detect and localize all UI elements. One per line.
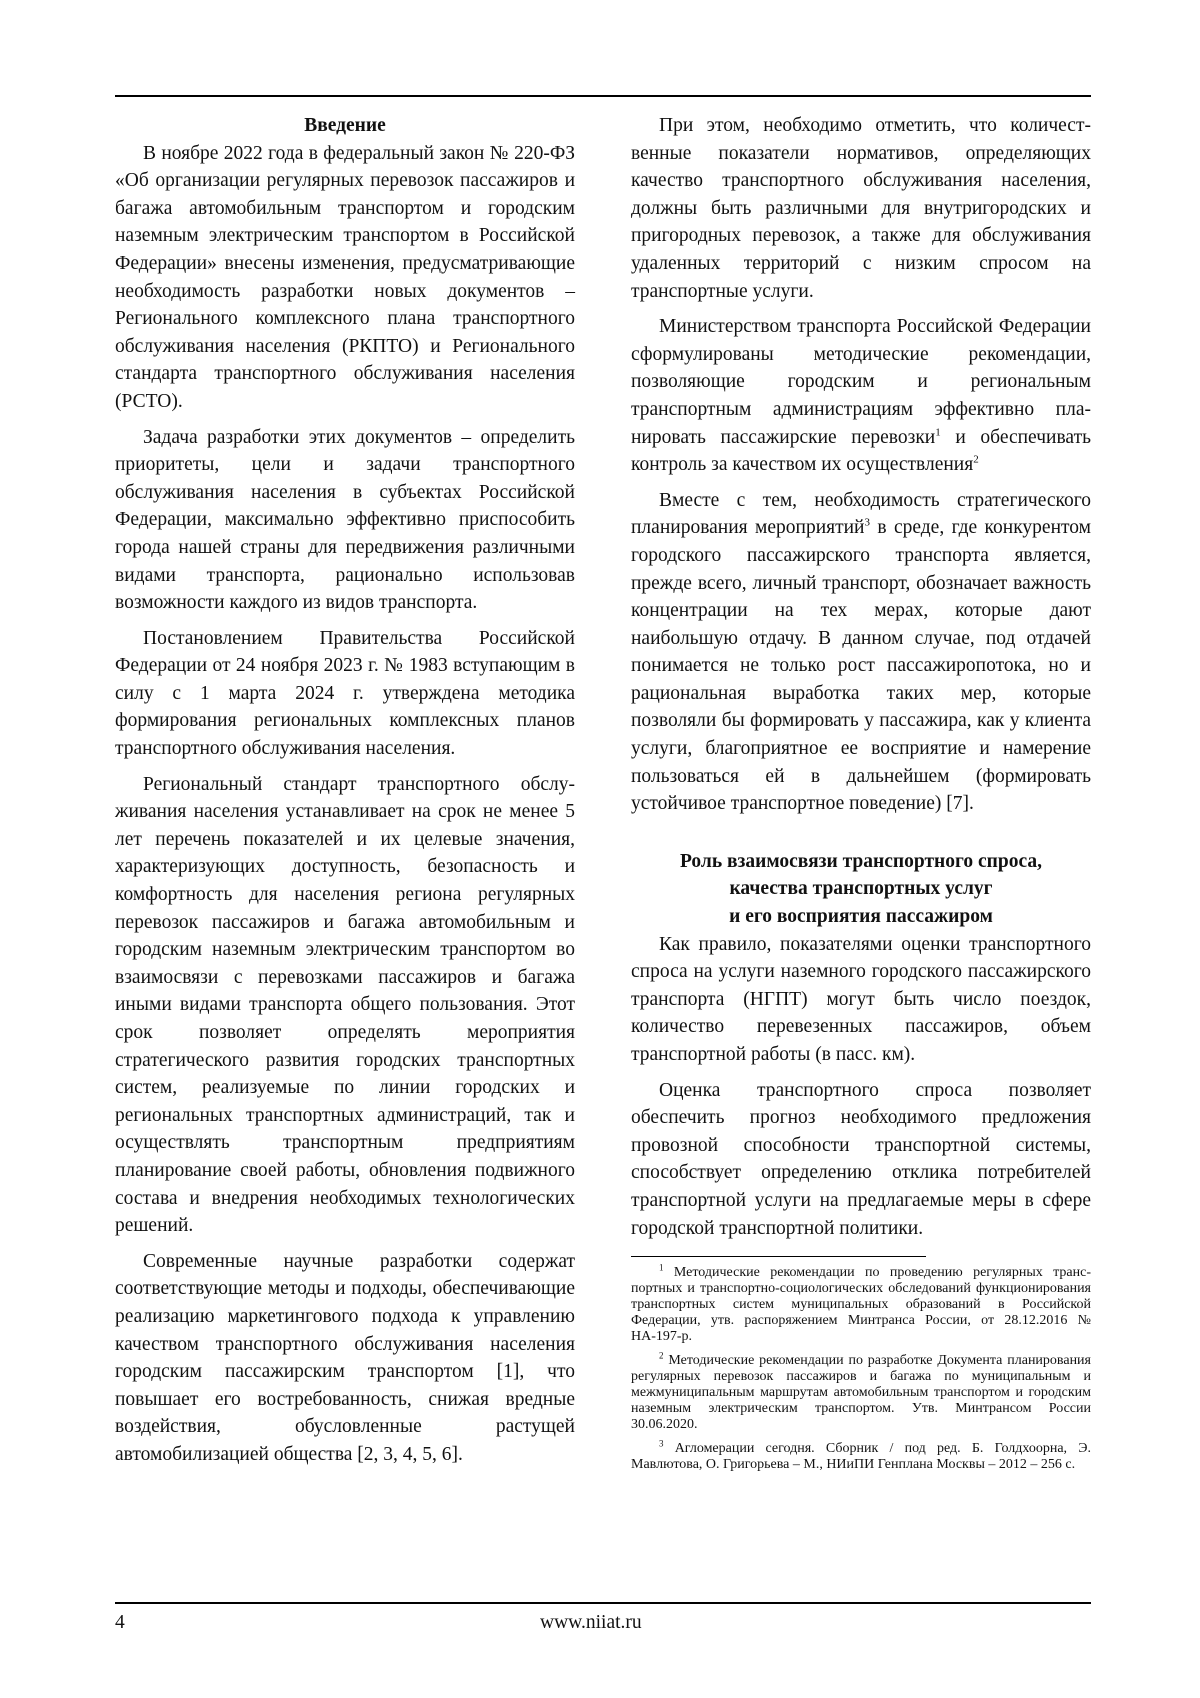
paragraph xyxy=(631,313,1091,479)
footnote xyxy=(631,1438,1091,1473)
paragraph: При этом, необходимо отметить, что количественные показатели нормативов, определяющих качество транспортного обслуживания населения, должны быть различными для внутригородских и пригородных перевозок, а также для обслуживания удаленных территорий с низким спросом на транспортные услуги. xyxy=(631,115,1091,302)
left-column xyxy=(115,112,575,1477)
paragraph xyxy=(631,487,1091,818)
footnote xyxy=(631,1350,1091,1433)
site-url[interactable]: www.niiat.ru xyxy=(540,1612,642,1633)
paragraph: Оценка транспортного спроса позволяет обеспечить прогноз необходимого предложения провозной способности транспортной системы, способствует определению отклика потребителей транспортной услуги на предлагаемые меры в сфере городской транспортной политики. xyxy=(631,1079,1091,1239)
footnote-text: Методические рекомендации по разработке Документа планирования регулярных перевозок пассажиров и багажа по муниципальным и межмуниципальным маршрутам автомобильным транспортом и городским наземным электрическим транспортом. Утв. Минтрансом России 30.06.2020. xyxy=(631,1353,1091,1433)
section-heading-line: Роль взаимосвязи транспортного спроса, xyxy=(679,850,1043,872)
paragraph-text: Министерством транспорта Российской Федерации сформулированы методические рекомендации, позволяющие городским и региональным транспортным администрациям эффективно планировать пассажирские перевозки xyxy=(631,316,1091,448)
section-heading-line: и его восприятия пассажиром xyxy=(729,906,993,928)
paragraph-text: Вместе с тем, необходимость стратегического планирования мероприятий xyxy=(631,489,1091,539)
footnote-number: 3 xyxy=(659,1438,664,1449)
paragraph: Постановлением Правительства Российской Федерации от 24 ноября 2023 г. № 1983 вступающим в силу с 1 марта 2024 г. утверждена методика формирования региональных комплексных планов транспортного обслуживания населения. xyxy=(115,627,575,760)
section-heading xyxy=(631,848,1091,931)
intro-heading: Введение xyxy=(304,115,386,136)
bottom-rule xyxy=(115,1602,1091,1604)
top-rule xyxy=(115,95,1091,97)
paragraph-text: в среде, где конкурентом городского пассажирского транспорта является, прежде всего, личный транспорт, обозначает важность концентрации на тех мерах, которые дают наибольшую отдачу. В данном случае, под отдачей понимается не только рост пассажиропотока, но и рациональная выработка таких мер, которые позволяли бы формировать у пассажира, как у клиента услуги, благоприятное ее восприятие и намерение пользоваться ей в дальнейшем (формировать устойчивое транспортное поведение) [7]. xyxy=(631,517,1091,815)
right-column xyxy=(631,112,1091,1481)
footnote-ref: 2 xyxy=(973,453,979,466)
footnote xyxy=(631,1262,1091,1345)
footnote-rule xyxy=(631,1256,926,1257)
footnote-text: Агломерации сегодня. Сборник / под ред. Б. Голдхоорна, Э. Мавлютова, О. Григорьева – М., НИиПИ Генплана Москвы – 2012 – 256 с. xyxy=(631,1441,1091,1473)
paragraph: Как правило, показателями оценки транспортного спроса на услуги наземного городского пассажирского транспорта (НГПТ) могут быть число поездок, количество перевезенных пассажиров, объем транспортной работы (в пасс. км). xyxy=(631,933,1091,1065)
footnote-text: Методические рекомендации по проведению регулярных транспортных и транспортно-социологических обследований функционирования транспортных систем муниципальных образований в Российской Федерации, утв. распоряжением Минтранса России, от 28.12.2016 № НА-197-р. xyxy=(631,1265,1091,1345)
footnote-number: 2 xyxy=(659,1350,664,1361)
footnote-ref: 3 xyxy=(864,516,870,529)
paragraph: Задача разработки этих документов – определить приоритеты, цели и задачи транспортного обслуживания населения в субъектах Российской Федерации, максимально эффективно приспособить города нашей страны для передвижения различными видами транспорта, рационально использовав возможности каждого из видов транспорта. xyxy=(115,426,575,614)
paragraph: Современные научные разработки содержат соответствующие методы и подходы, обеспечивающие реализацию маркетингового подхода к управлению качеством транспортного обслуживания населения городским пассажирским транспортом [1], что повышает его востребованность, снижая вредные воздействия, обусловленные растущей автомобилизацией общества [2, 3, 4, 5, 6]. xyxy=(115,1250,575,1465)
footnote-number: 1 xyxy=(659,1262,664,1273)
paragraph: Региональный стандарт транспортного обслуживания населения устанавливает на срок не менее 5 лет перечень показателей и их целевые значения, характеризующих доступность, безопасность и комфортность для населения региона регулярных перевозок пассажиров и багажа автомобильным и городским наземным электрическим транспортом во взаимосвязи с перевозками пассажиров и багажа иными видами транспорта общего пользования. Этот срок позволяет определять мероприятия стратегического развития городских транспортных систем, реализуемые по линии городских и региональных транспортных администраций, так и осуществлять транспортным предприятиям планирование своей работы, обновления подвижного состава и внедрения необходимых технологических решений. xyxy=(115,773,575,1237)
paragraph: В ноябре 2022 года в федеральный закон № 220-ФЗ «Об организации регулярных перевозок пассажиров и багажа автомобильным транспортом и городским наземным электрическим транспортом в Российской Федерации» внесены изменения, предусматривающие необходимость разработки новых документов – Регионального комплексного плана транспортного обслуживания населения (РКПТО) и Регионального стандарта транспортного обслуживания населения (РСТО). xyxy=(115,142,575,412)
section-heading-line: качества транспортных услуг xyxy=(729,878,993,900)
page-number: 4 xyxy=(115,1612,125,1633)
footnote-ref: 1 xyxy=(935,426,941,439)
paragraph-text: и обеспечивать контроль за качеством их осуществления xyxy=(631,426,1091,476)
